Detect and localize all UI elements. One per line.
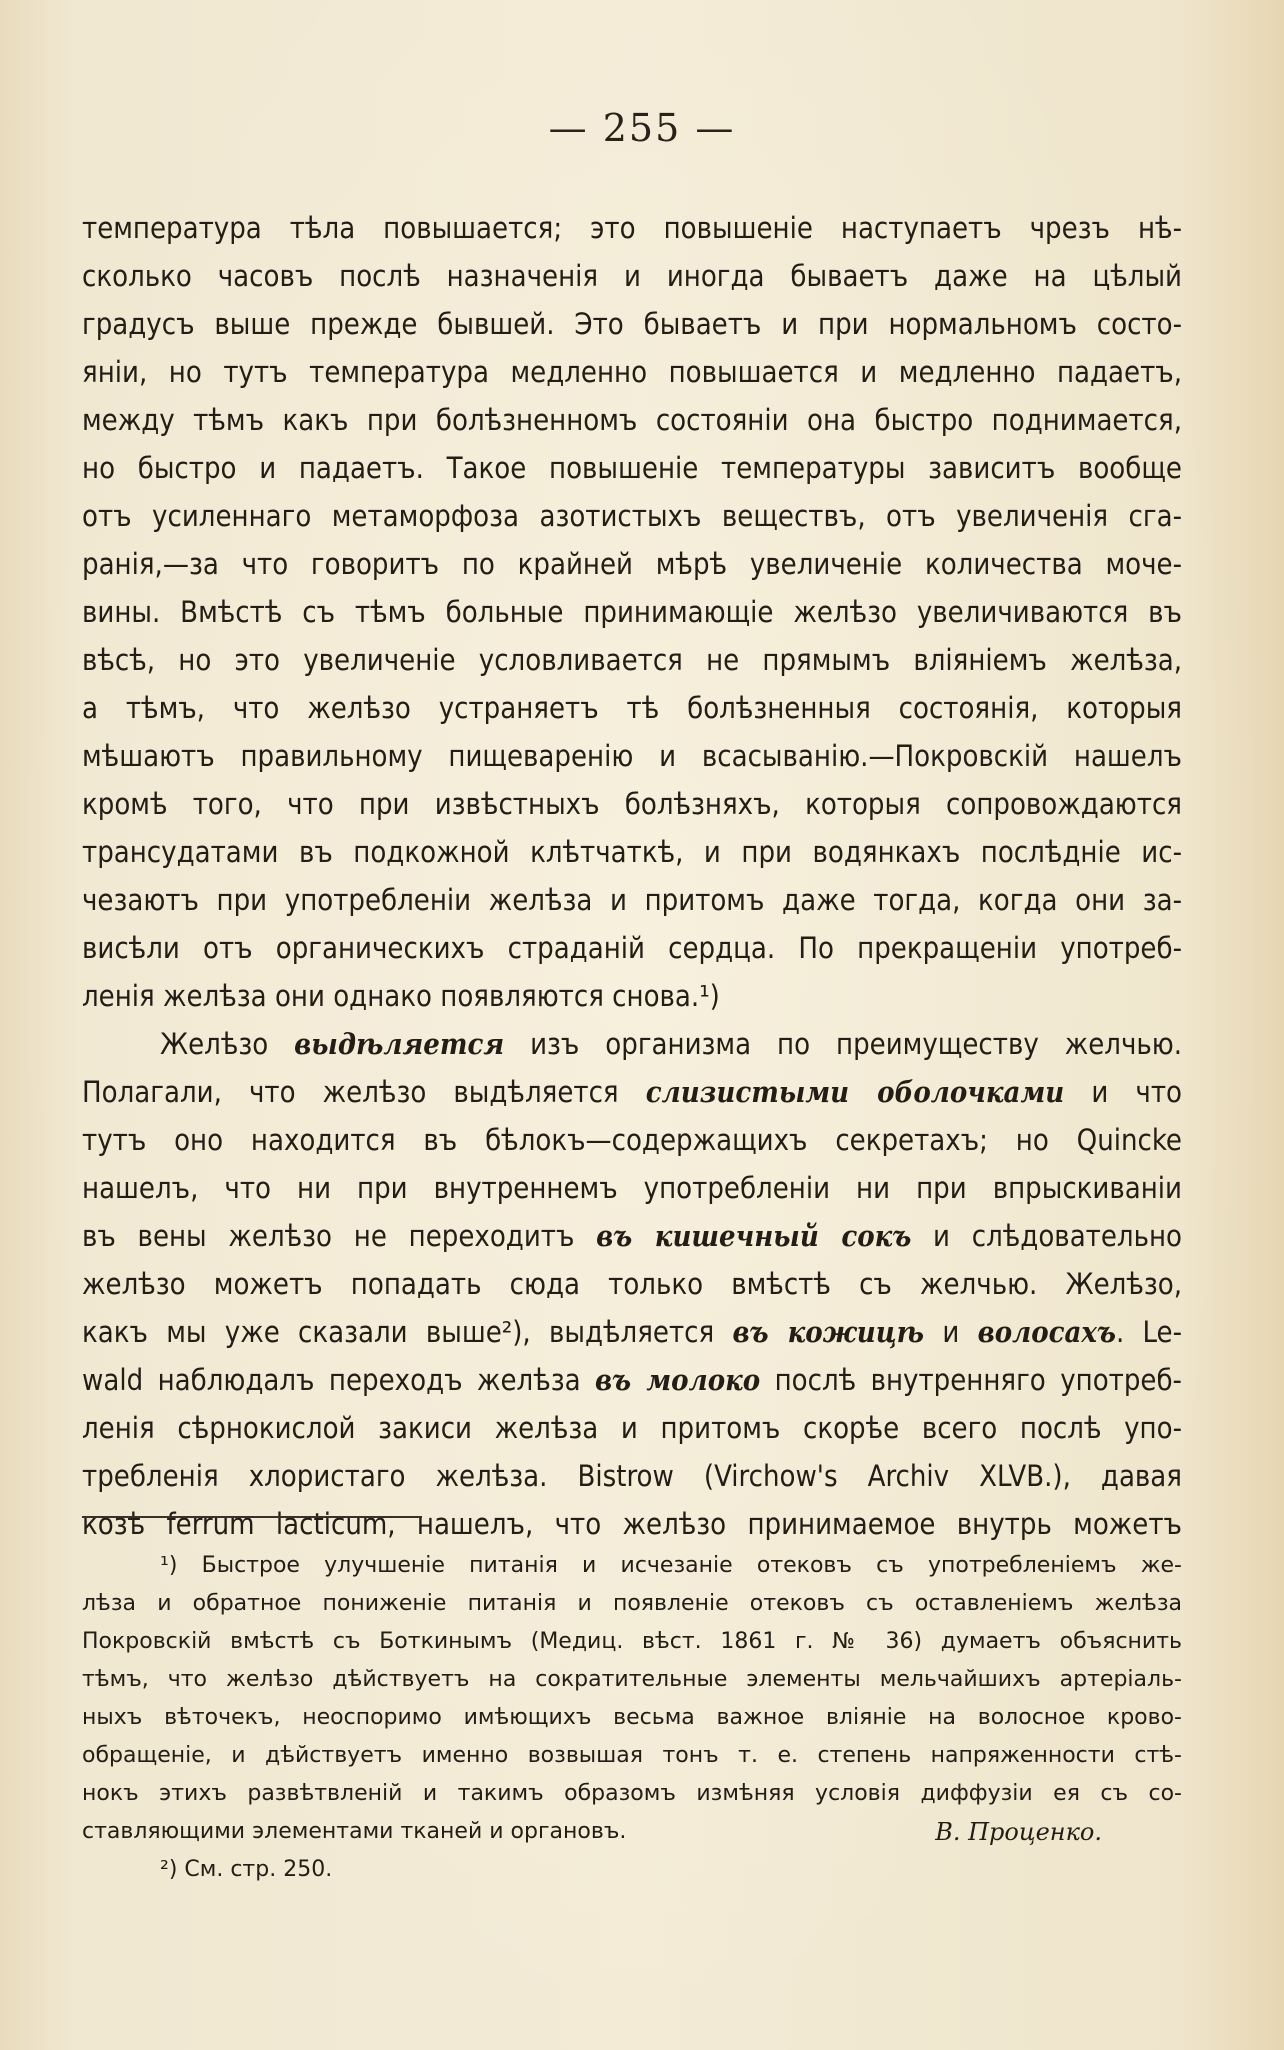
footnote-1-last-line: [82, 1813, 1182, 1851]
text-span: въ вены желѣзо не переходитъ: [82, 1219, 597, 1253]
footnote-1: [82, 1547, 1182, 1813]
text-span: мѣшаютъ правильному пищеваренію и всасыванію.—Покровскій нашелъ: [82, 739, 1182, 773]
text-span: изъ организма по преимуществу желчью.: [504, 1027, 1183, 1061]
text-line: [82, 1452, 1182, 1500]
text-line: [82, 348, 1182, 396]
text-span: тутъ оно находится въ бѣлокъ—содержащихъ секретахъ; но Quincke: [82, 1123, 1182, 1157]
footnote-line: обращеніе, и дѣйствуетъ именно возвышая тонъ т. е. степень напряженности стѣ-: [82, 1743, 1182, 1768]
text-line: [82, 540, 1182, 588]
text-span: и что: [1064, 1075, 1182, 1109]
text-span: Желѣзо: [160, 1027, 295, 1061]
text-line: [82, 204, 1182, 252]
text-span: кромѣ того, что при извѣстныхъ болѣзняхъ, которыя сопровождаются: [82, 787, 1182, 821]
footnote-divider: [82, 1516, 422, 1518]
text-span: отъ усиленнаго метаморфоза азотистыхъ веществъ, отъ увеличенія сга-: [82, 499, 1182, 533]
text-line: [82, 1404, 1182, 1452]
text-line: [82, 1500, 1182, 1548]
emphasized-text: выдѣляется: [294, 1027, 505, 1061]
page-number: — 255 —: [548, 106, 736, 150]
text-line: [82, 1260, 1182, 1308]
text-line: [82, 828, 1182, 876]
text-line: [82, 1020, 1182, 1068]
footnote-line: ныхъ вѣточекъ, неоспоримо имѣющихъ весьма важное вліяніе на волосное крово-: [82, 1705, 1182, 1730]
emphasized-text: волосахъ: [977, 1315, 1116, 1349]
text-span: висѣли отъ органическихъ страданій сердца. По прекращеніи употреб-: [82, 931, 1182, 965]
footnote-line: нокъ этихъ развѣтвленій и такимъ образомъ измѣняя условія диффузіи ея съ со-: [82, 1781, 1182, 1806]
text-span: градусъ выше прежде бывшей. Это бываетъ и при нормальномъ состо-: [82, 307, 1182, 341]
text-line: [82, 636, 1182, 684]
text-span: трансудатами въ подкожной клѣтчаткѣ, и при водянкахъ послѣдніе ис-: [82, 835, 1182, 869]
text-line: [82, 492, 1182, 540]
text-span: ленія сѣрнокислой закиси желѣза и притомъ скорѣе всего послѣ упо-: [82, 1411, 1182, 1445]
text-line: [82, 588, 1182, 636]
text-line: [82, 924, 1182, 972]
text-line: [82, 972, 1182, 1020]
footnote-1-last-text: ставляющими элементами тканей и органовъ.: [82, 1819, 627, 1844]
text-line: [82, 684, 1182, 732]
footnote-2: ²) См. стр. 250.: [160, 1857, 333, 1882]
text-span: wald наблюдалъ переходъ желѣза: [82, 1363, 596, 1397]
text-line: [82, 780, 1182, 828]
text-line: [82, 300, 1182, 348]
text-span: ранія,—за что говоритъ по крайней мѣрѣ увеличеніе количества моче-: [82, 547, 1182, 581]
text-span: какъ мы уже сказали выше²), выдѣляется: [82, 1315, 733, 1349]
text-span: чезаютъ при употребленіи желѣза и притомъ даже тогда, когда они за-: [82, 883, 1182, 917]
text-span: но быстро и падаетъ. Такое повышеніе температуры зависитъ вообще: [82, 451, 1182, 485]
text-line: [82, 876, 1182, 924]
text-span: яніи, но тутъ температура медленно повышается и медленно падаетъ,: [82, 355, 1182, 389]
footnote-line: лѣза и обратное пониженіе питанія и появленіе отековъ съ оставленіемъ желѣза: [82, 1591, 1182, 1616]
text-span: сколько часовъ послѣ назначенія и иногда бываетъ даже на цѣлый: [82, 259, 1182, 293]
text-span: между тѣмъ какъ при болѣзненномъ состояніи она быстро поднимается,: [82, 403, 1182, 437]
text-line: [82, 732, 1182, 780]
text-span: козѣ ferrum lacticum, нашелъ, что желѣзо принимаемое внутрь можетъ: [82, 1507, 1182, 1541]
text-line: [82, 1212, 1182, 1260]
text-span: Полагали, что желѣзо выдѣляется: [82, 1075, 646, 1109]
footnote-line: тѣмъ, что желѣзо дѣйствуетъ на сократительные элементы мельчайшихъ артеріаль-: [82, 1667, 1182, 1692]
text-line: [82, 1116, 1182, 1164]
text-span: ленія желѣза они однако появляются снова.¹): [82, 979, 720, 1013]
text-line: [82, 1068, 1182, 1116]
text-span: требленія хлористаго желѣза. Bistrow (Virchow's Archiv XLVB.), давая: [82, 1459, 1182, 1493]
text-span: вѣсѣ, но это увеличеніе условливается не прямымъ вліяніемъ желѣза,: [82, 643, 1182, 677]
emphasized-text: въ кожицѣ: [732, 1315, 925, 1349]
text-span: вины. Вмѣстѣ съ тѣмъ больные принимающіе желѣзо увеличиваются въ: [82, 595, 1182, 629]
text-span: и слѣдовательно: [911, 1219, 1183, 1253]
text-line: [82, 1356, 1182, 1404]
text-span: и: [924, 1315, 978, 1349]
footnote-line: ¹) Быстрое улучшеніе питанія и исчезаніе отековъ съ употребленіемъ же-: [160, 1553, 1182, 1578]
text-line: [82, 252, 1182, 300]
text-span: температура тѣла повышается; это повышеніе наступаетъ чрезъ нѣ-: [82, 211, 1182, 245]
emphasized-text: слизистыми оболочками: [645, 1075, 1065, 1109]
emphasized-text: въ кишечный сокъ: [596, 1219, 912, 1253]
text-span: а тѣмъ, что желѣзо устраняетъ тѣ болѣзненныя состоянія, которыя: [82, 691, 1182, 725]
text-span: послѣ внутренняго употреб-: [760, 1363, 1182, 1397]
text-span: нашелъ, что ни при внутреннемъ употребленіи ни при впрыскиваніи: [82, 1171, 1182, 1205]
footnote-line: Покровскій вмѣстѣ съ Боткинымъ (Медиц. вѣст. 1861 г. № 36) думаетъ объяснить: [82, 1629, 1182, 1654]
text-line: [82, 444, 1182, 492]
text-span: желѣзо можетъ попадать сюда только вмѣстѣ съ желчью. Желѣзо,: [82, 1267, 1182, 1301]
main-text: [82, 204, 1182, 1548]
text-span: . Le-: [1115, 1315, 1182, 1349]
text-line: [82, 1308, 1182, 1356]
emphasized-text: въ молоко: [595, 1363, 761, 1397]
footnotes: [82, 1547, 1182, 1889]
text-line: [82, 396, 1182, 444]
text-line: [82, 1164, 1182, 1212]
signature: В. Проценко.: [935, 1818, 1102, 1846]
